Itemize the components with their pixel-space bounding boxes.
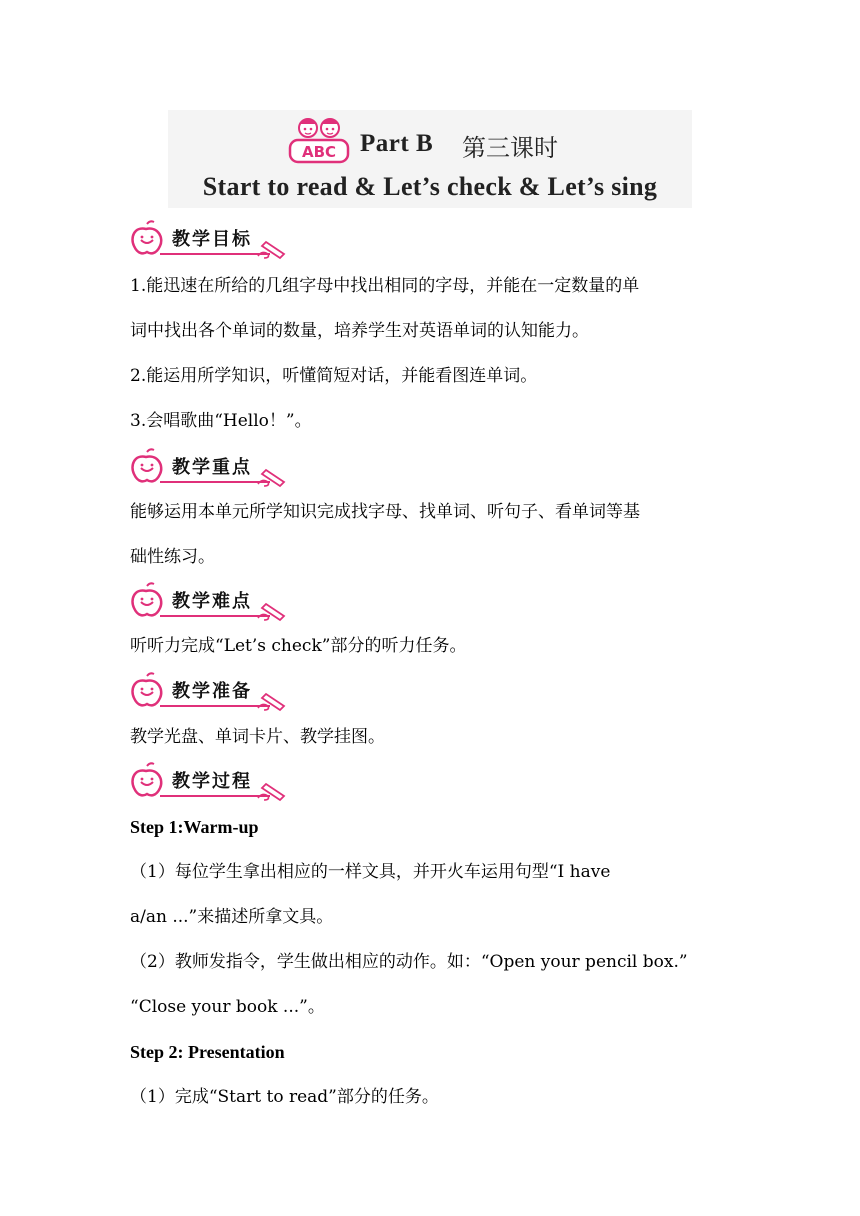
section-title: 教学目标 bbox=[172, 229, 252, 250]
lesson-banner bbox=[168, 110, 692, 208]
apple-icon bbox=[133, 583, 162, 615]
lesson-subtitle: Start to read & Let’s check & Let’s sing bbox=[202, 172, 658, 201]
step-1-item-1-line-1: （1）每位学生拿出相应的一样文具，并开火车运用句型“I have bbox=[130, 862, 611, 882]
part-label: Part B bbox=[360, 130, 434, 157]
apple-icon bbox=[133, 449, 162, 481]
apple-icon bbox=[133, 763, 162, 795]
apple-icon bbox=[133, 221, 162, 253]
preparation-line-1: 教学光盘、单词卡片、教学挂图。 bbox=[130, 727, 385, 747]
section-difficulties-header bbox=[130, 582, 290, 622]
pencil-icon bbox=[258, 242, 284, 258]
section-objectives-header bbox=[130, 220, 290, 260]
objective-1-line-2: 词中找出各个单词的数量，培养学生对英语单词的认知能力。 bbox=[130, 321, 589, 341]
pencil-icon bbox=[258, 604, 284, 620]
step-1-item-1-line-2: a/an ...”来描述所拿文具。 bbox=[130, 907, 334, 927]
step-2-title: Step 2: Presentation bbox=[130, 1042, 285, 1062]
pencil-icon bbox=[258, 470, 284, 486]
section-key-points-header bbox=[130, 448, 290, 488]
objective-3: 3.会唱歌曲“Hello！”。 bbox=[130, 411, 312, 431]
section-title: 教学难点 bbox=[172, 591, 252, 612]
logo-text: ABC bbox=[301, 143, 337, 161]
key-points-line-1: 能够运用本单元所学知识完成找字母、找单词、听句子、看单词等基 bbox=[130, 502, 640, 522]
objective-1-line-1: 1.能迅速在所给的几组字母中找出相同的字母，并能在一定数量的单 bbox=[130, 276, 640, 296]
pencil-icon bbox=[258, 694, 284, 710]
objective-2: 2.能运用所学知识，听懂简短对话，并能看图连单词。 bbox=[130, 366, 538, 386]
apple-icon bbox=[133, 673, 162, 705]
section-title: 教学重点 bbox=[172, 457, 252, 478]
section-process-header bbox=[130, 762, 290, 802]
difficulties-line-1: 听听力完成“Let’s check”部分的听力任务。 bbox=[130, 636, 467, 656]
step-2-item-1: （1）完成“Start to read”部分的任务。 bbox=[130, 1087, 439, 1107]
section-preparation-header bbox=[130, 672, 290, 712]
section-title: 教学过程 bbox=[172, 771, 252, 792]
step-1-title: Step 1:Warm-up bbox=[130, 817, 259, 837]
step-1-item-2-line-1: （2）教师发指令，学生做出相应的动作。如：“Open your pencil box.” bbox=[130, 952, 688, 972]
key-points-line-2: 础性练习。 bbox=[130, 547, 215, 567]
pencil-icon bbox=[258, 784, 284, 800]
step-1-item-2-line-2: “Close your book ...”。 bbox=[130, 997, 325, 1017]
kids-abc-logo-icon bbox=[286, 114, 354, 164]
lesson-label: 第三课时 bbox=[462, 134, 558, 162]
section-title: 教学准备 bbox=[172, 681, 252, 702]
